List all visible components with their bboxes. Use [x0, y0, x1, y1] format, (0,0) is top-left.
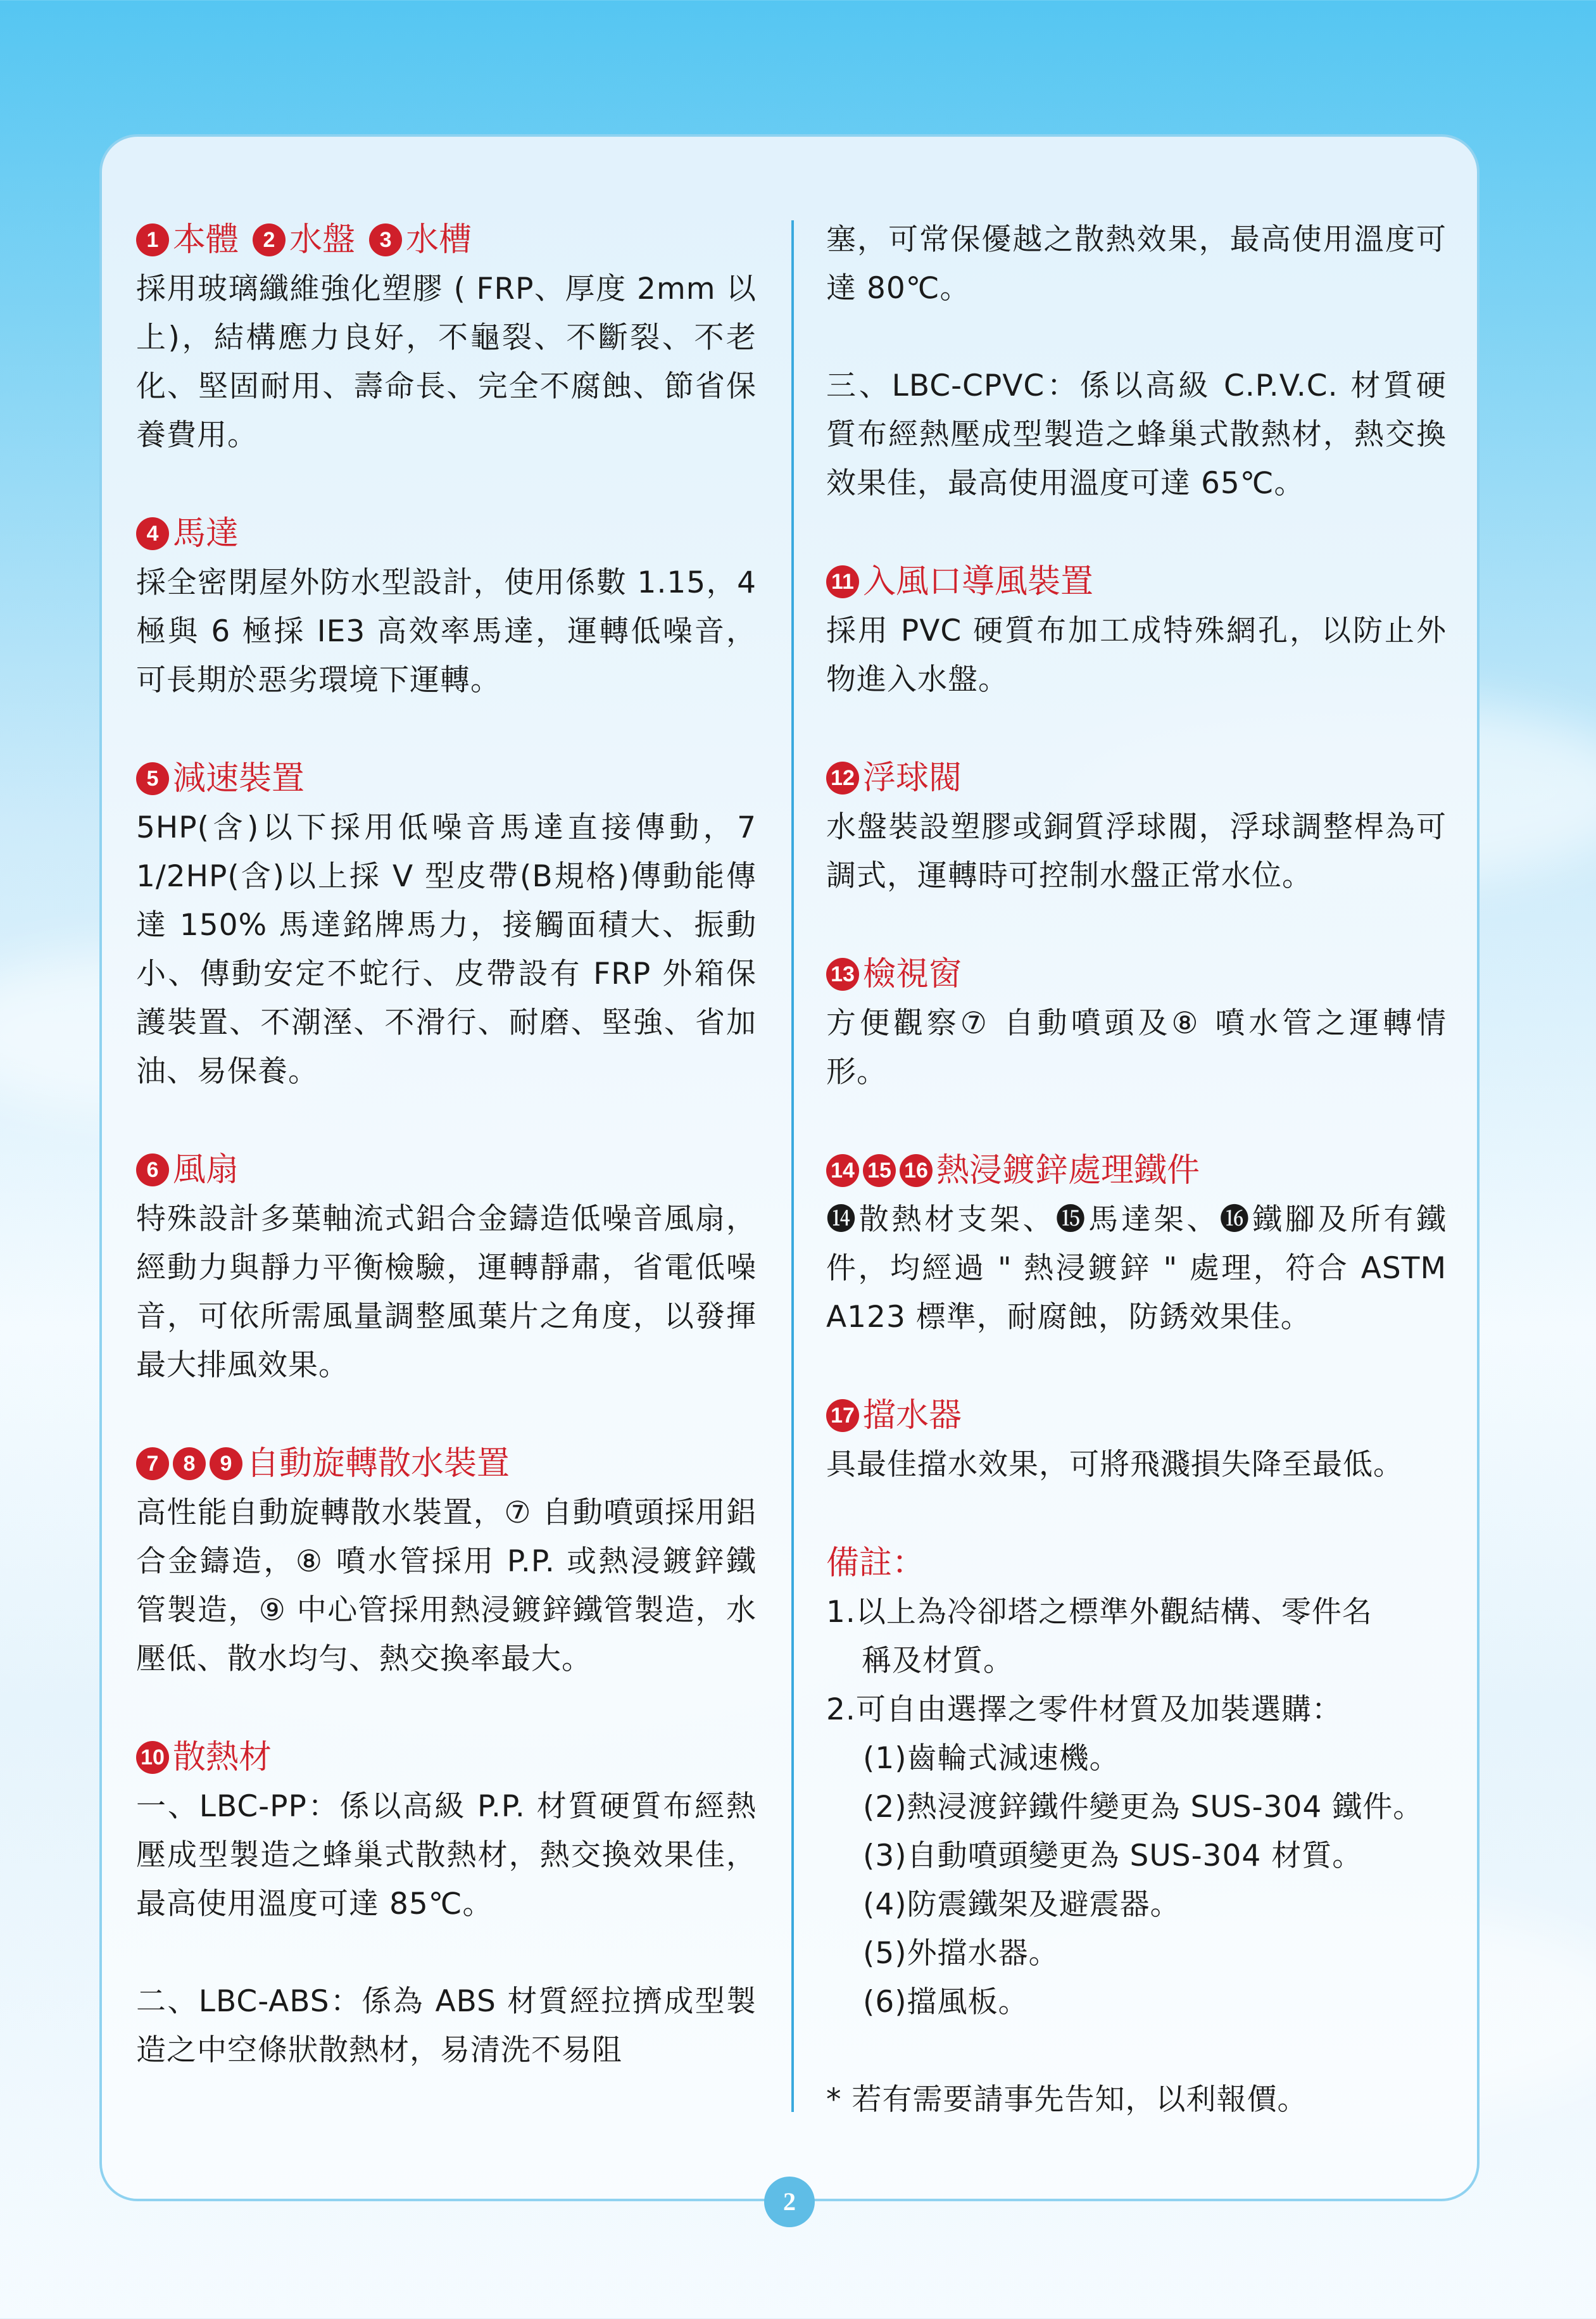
- section-heading: [826, 1391, 1447, 1440]
- part-number-badge: 12: [826, 762, 859, 795]
- spec-section: [136, 754, 757, 1096]
- section-body: 二、LBC-ABS：係為 ABS 材質經拉擠成型製造之中空條狀散熱材，易清洗不易阻: [136, 1984, 757, 2068]
- section-body: 採用 PVC 硬質布加工成特殊網孔，以防止外物進入水盤。: [826, 613, 1447, 697]
- part-number-badge: 8: [173, 1447, 206, 1480]
- section-title: 風扇: [173, 1151, 239, 1189]
- part-number-badge: 14: [826, 1154, 859, 1187]
- part-number-badge: 1: [136, 223, 169, 256]
- left-column: [136, 215, 757, 2124]
- part-number-badge: 6: [136, 1153, 169, 1186]
- part-number-badge: 10: [136, 1741, 169, 1774]
- section-title: 水槽: [406, 221, 472, 259]
- part-number-badge: 13: [826, 958, 859, 991]
- section-body: 採全密閉屋外防水型設計，使用係數 1.15，4 極與 6 極採 IE3 高效率馬達，運轉低噪音，可長期於惡劣環境下運轉。: [136, 565, 757, 698]
- note-text: 1.以上為冷卻塔之標準外觀結構、零件名: [826, 1595, 1373, 1630]
- spec-section: [826, 557, 1447, 704]
- notes-section: [826, 1538, 1447, 2124]
- section-title: 檢視窗: [863, 955, 962, 993]
- section-title: 減速裝置: [173, 760, 305, 798]
- section-title: 水盤: [289, 221, 356, 259]
- section-body: 塞，可常保優越之散熱效果，最高使用溫度可達 80℃。: [826, 222, 1447, 306]
- section-body: 方便觀察⑦ 自動噴頭及⑧ 噴水管之運轉情形。: [826, 1006, 1447, 1090]
- option-list-item: (6)擋風板。: [863, 1985, 1029, 2020]
- section-heading: [826, 1146, 1447, 1195]
- part-number-badge: 2: [253, 223, 286, 256]
- footnote: * 若有需要請事先告知，以利報價。: [826, 2082, 1308, 2117]
- spec-section: [136, 215, 757, 460]
- part-number-badge: 4: [136, 517, 169, 550]
- section-title: 熱浸鍍鋅處理鐵件: [936, 1152, 1200, 1190]
- section-title: 自動旋轉散水裝置: [246, 1445, 510, 1483]
- spec-section: [826, 1146, 1447, 1342]
- spec-section: [136, 1439, 757, 1683]
- option-list-item: (2)熱浸渡鋅鐵件變更為 SUS-304 鐵件。: [863, 1790, 1424, 1825]
- section-title: 本體: [173, 221, 239, 259]
- note-item-1: [826, 1588, 1447, 1685]
- section-heading: [136, 1733, 757, 1782]
- part-number-badge: 3: [369, 223, 402, 256]
- part-number-badge: 15: [863, 1154, 896, 1187]
- right-column: [826, 215, 1447, 2173]
- section-body: 一、LBC-PP：係以高級 P.P. 材質硬質布經熱壓成型製造之蜂巢式散熱材，熱交換效果佳，最高使用溫度可達 85℃。: [136, 1789, 757, 1921]
- note-text-continued: 稱及材質。: [862, 1643, 1014, 1678]
- spec-section: [136, 1733, 757, 2075]
- section-body: 特殊設計多葉軸流式鋁合金鑄造低噪音風扇，經動力與靜力平衡檢驗，運轉靜肅，省電低噪音，可依所需風量調整風葉片之角度，以發揮最大排風效果。: [136, 1202, 757, 1383]
- column-divider: [791, 220, 794, 2112]
- section-title: 馬達: [173, 515, 239, 553]
- spec-section: [826, 1391, 1447, 1489]
- section-body: 5HP(含)以下採用低噪音馬達直接傳動，7 1/2HP(含)以上採 V 型皮帶(B規格)傳動能傳達 150% 馬達銘牌馬力，接觸面積大、振動小、傳動安定不蛇行、皮帶設有 FRP 外箱保護裝置、不潮溼、不滑行、耐磨、堅強、省加油、易保養。: [136, 810, 757, 1089]
- spec-section: [136, 509, 757, 705]
- spec-section: [136, 1145, 757, 1390]
- section-body: 高性能自動旋轉散水裝置，⑦ 自動噴頭採用鋁合金鑄造，⑧ 噴水管採用 P.P. 或熱浸鍍鋅鐵管製造，⑨ 中心管採用熱浸鍍鋅鐵管製造，水壓低、散水均勻、熱交換率最大。: [136, 1495, 757, 1676]
- part-number-badge: 16: [900, 1154, 933, 1187]
- spec-section: [826, 753, 1447, 900]
- section-heading: [136, 754, 757, 803]
- section-body: 具最佳擋水效果，可將飛濺損失降至最低。: [826, 1447, 1404, 1482]
- part-number-badge: 9: [210, 1447, 242, 1480]
- section-heading: [136, 509, 757, 558]
- option-list-item: (4)防震鐵架及避震器。: [863, 1887, 1181, 1922]
- notes-title: 備註：: [826, 1544, 926, 1582]
- option-list-item: (5)外擋水器。: [863, 1936, 1059, 1971]
- section-heading: [136, 215, 757, 265]
- option-list-item: (3)自動噴頭變更為 SUS-304 材質。: [863, 1838, 1363, 1873]
- section-title: 入風口導風裝置: [863, 563, 1094, 601]
- part-number-badge: 11: [826, 565, 859, 598]
- part-number-badge: 17: [826, 1399, 859, 1432]
- section-heading: [826, 557, 1447, 606]
- part-number-badge: 5: [136, 762, 169, 795]
- section-body: 水盤裝設塑膠或銅質浮球閥，浮球調整桿為可調式，運轉時可控制水盤正常水位。: [826, 810, 1447, 893]
- section-title: 浮球閥: [863, 759, 962, 797]
- section-body: 三、LBC-CPVC：係以高級 C.P.V.C. 材質硬質布經熱壓成型製造之蜂巢式散熱材，熱交換效果佳，最高使用溫度可達 65℃。: [826, 368, 1447, 501]
- section-heading: [136, 1439, 757, 1488]
- part-number-badge: 7: [136, 1447, 169, 1480]
- spec-section: [826, 950, 1447, 1097]
- note-item-2: 2.可自由選擇之零件材質及加裝選購：: [826, 1692, 1342, 1727]
- section-heading: [826, 753, 1447, 803]
- section-heading: [826, 950, 1447, 999]
- section-title: 散熱材: [173, 1738, 272, 1776]
- spec-section: [826, 215, 1447, 508]
- section-body: ⓮散熱材支架、⓯馬達架、⓰鐵腳及所有鐵件，均經過 " 熱浸鍍鋅 " 處理，符合 ASTM A123 標準，耐腐蝕，防銹效果佳。: [826, 1202, 1447, 1335]
- section-heading: [136, 1145, 757, 1195]
- page-number-badge: 2: [764, 2177, 815, 2227]
- section-body: 採用玻璃纖維強化塑膠 ( FRP、厚度 2mm 以上)，結構應力良好，不龜裂、不斷裂、不老化、堅固耐用、壽命長、完全不腐蝕、節省保養費用。: [136, 272, 757, 453]
- section-title: 擋水器: [863, 1397, 962, 1435]
- option-list-item: (1)齒輪式減速機。: [863, 1741, 1120, 1776]
